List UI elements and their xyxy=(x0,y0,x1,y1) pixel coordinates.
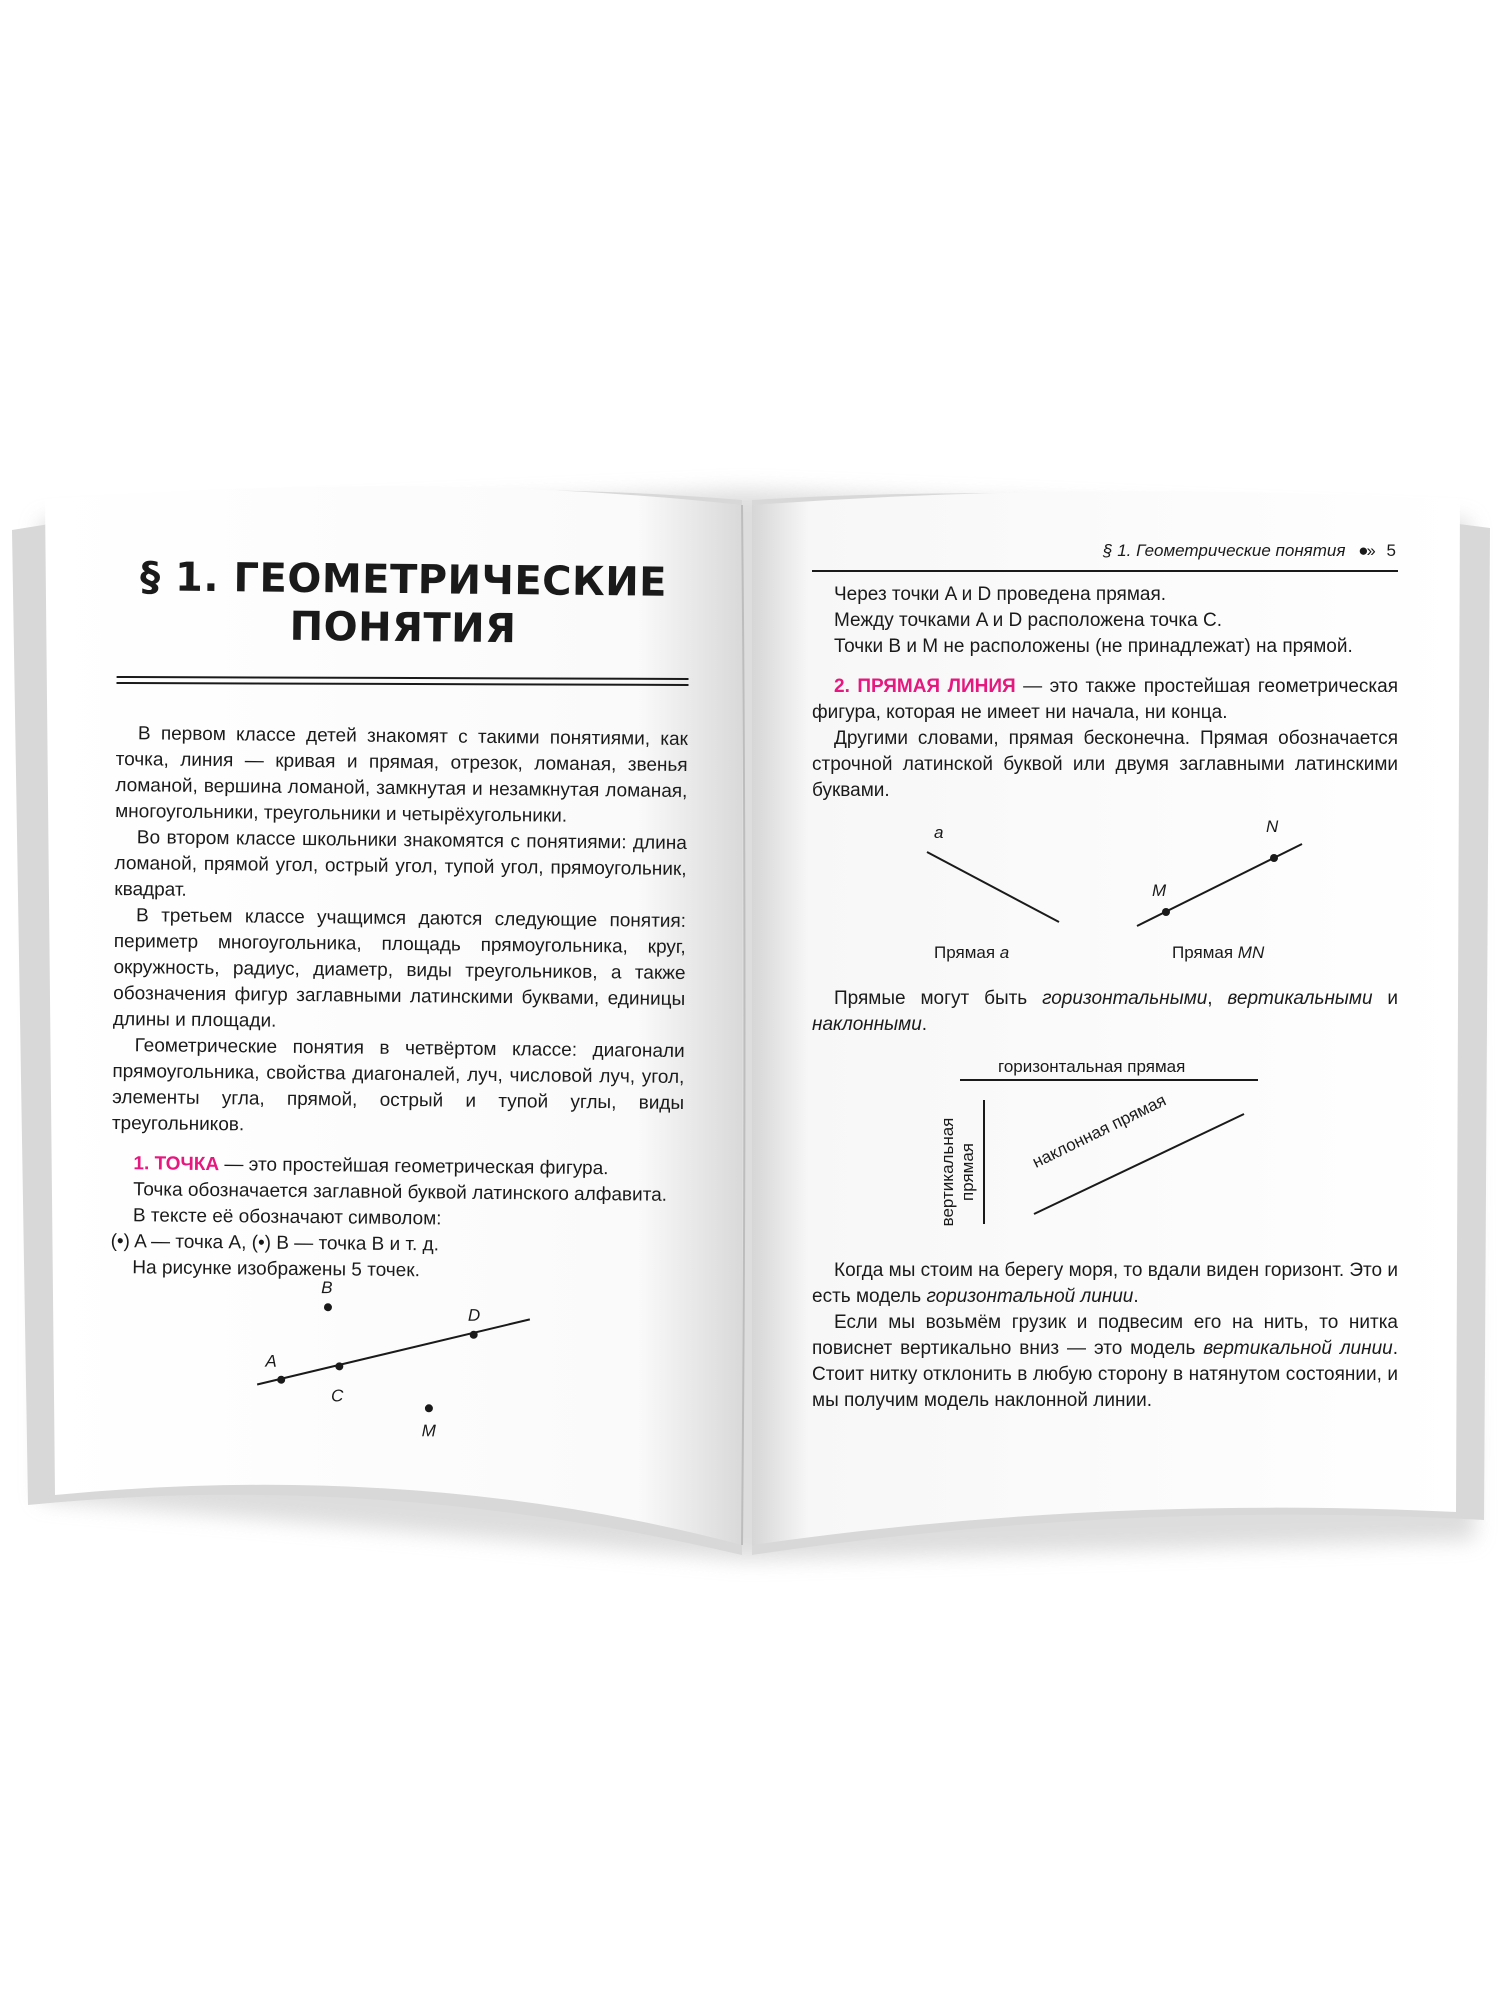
right-page-content xyxy=(812,538,1398,1518)
caption-line-mn-word: Прямая xyxy=(1172,943,1234,962)
line-types-c: и xyxy=(1372,988,1398,1009)
label-c: C xyxy=(330,1386,344,1406)
line-ad xyxy=(257,1317,530,1388)
sea-horizon-a: Когда мы стоим на берегу моря, то вдали виден горизонт. Это и есть модель xyxy=(812,1260,1398,1307)
label-m: M xyxy=(421,1421,436,1441)
line-through-ad: Через точки A и D проведена прямая. xyxy=(834,584,1167,605)
running-head-text: § 1. Геометрические понятия xyxy=(1103,541,1346,560)
lines-figure xyxy=(812,814,1398,964)
caption-line-a xyxy=(934,940,1009,966)
term-horizontal-line: горизонтальной линии xyxy=(926,1286,1134,1307)
label-a: A xyxy=(265,1351,277,1371)
five-points-caption: На рисунке изображены 5 точек. xyxy=(132,1257,421,1282)
point-c-between: Между точками A и D расположена точка C. xyxy=(834,610,1223,631)
section-line-heading: 2. ПРЯМАЯ ЛИНИЯ xyxy=(834,676,1016,697)
bullet-arrows-icon: ●›› xyxy=(1358,541,1374,560)
title-line-2: ПОНЯТИЯ xyxy=(289,603,517,653)
page-number: 5 xyxy=(1386,541,1396,560)
label-line-a: a xyxy=(934,823,944,842)
point-m xyxy=(425,1404,433,1412)
point-notation: Точка обозначается заглавной буквой латинского алфавита. xyxy=(133,1179,668,1206)
term-horizontal: горизонтальными xyxy=(1042,988,1208,1009)
weight-thread-b: . Стоит нитку отклонить в любую сторону в натянутом состоянии, и мы получим модель наклонной линии. xyxy=(812,1338,1398,1411)
header-rule xyxy=(812,570,1398,572)
inclined-line xyxy=(1034,1114,1244,1214)
section-point-heading: 1. ТОЧКА xyxy=(133,1153,220,1176)
section-line-text: — это также простейшая геометрическая фигура, которая не имеет ни начала, ни конца. xyxy=(812,676,1398,723)
label-n: N xyxy=(1266,817,1279,836)
label-horizontal: горизонтальная прямая xyxy=(998,1057,1186,1076)
line-types xyxy=(812,986,1398,1038)
point-a xyxy=(277,1376,285,1384)
line-types-figure xyxy=(812,1052,1398,1242)
point-m-on-line xyxy=(1162,908,1170,916)
line-types-a: Прямые могут быть xyxy=(834,988,1043,1009)
sea-horizon xyxy=(812,1258,1398,1310)
paragraph-first-grade: В первом классе детей знакомят с такими понятиями, как точка, линия — кривая и прямая, отрезок, ломаная, звенья ломаной, вершина ломаной, замкнутая и незамкнутая ломаная, многоугольники, треугольники и четырёхугольники. xyxy=(115,723,689,827)
weight-thread xyxy=(812,1310,1398,1414)
line-types-d: . xyxy=(921,1014,928,1035)
line-a xyxy=(927,852,1059,922)
paragraph-third-grade: В третьем классе учащимся даются следующие понятия: периметр многоугольника, площадь прямоугольника, круг, окружность, радиус, диаметр, виды треугольников, а также обозначения фигур заглавными латинскими буквами, единицы длины и площади. xyxy=(112,905,687,1032)
line-infinite: Другими словами, прямая бесконечна. Прямая обозначается строчной латинской буквой или двумя заглавными латинскими буквами. xyxy=(812,728,1398,801)
term-vertical: вертикальными xyxy=(1227,988,1373,1009)
section-line xyxy=(812,674,1398,726)
running-head xyxy=(812,538,1398,564)
line-types-b: , xyxy=(1207,988,1228,1009)
title-line-1: § 1. ГЕОМЕТРИЧЕСКИЕ xyxy=(139,554,668,606)
point-symbol-example: (•) A — точка A, (•) B — точка B и т. д. xyxy=(110,1230,440,1256)
label-vertical xyxy=(938,1092,978,1252)
point-b xyxy=(324,1303,332,1311)
label-vertical-1: вертикальная xyxy=(938,1117,957,1227)
weight-thread-a: Если мы возьмём грузик и подвесим его на нить, то нитка повиснет вертикально вниз — это модель xyxy=(812,1312,1398,1359)
label-d: D xyxy=(467,1305,481,1325)
points-not-on-line: Точки B и M не расположены (не принадлежат) на прямой. xyxy=(834,636,1353,657)
label-b: B xyxy=(321,1278,333,1298)
label-m-line: M xyxy=(1152,881,1167,900)
point-n-on-line xyxy=(1270,854,1278,862)
chapter-title xyxy=(117,553,690,655)
caption-line-mn xyxy=(1172,940,1264,966)
caption-line-a-word: Прямая xyxy=(934,943,996,962)
left-page-content xyxy=(108,537,690,1543)
point-symbol-intro: В тексте её обозначают символом: xyxy=(132,1205,442,1230)
term-inclined: наклонными xyxy=(812,1014,922,1035)
paragraph-fourth-grade: Геометрические понятия в четвёртом классе: диагонали прямоугольника, свойства диагоналей, луч, числовой луч, угол, элементы угла, прямой, острый и тупой углы, виды треугольников. xyxy=(111,1035,685,1136)
caption-line-a-sym: a xyxy=(999,943,1010,962)
term-vertical-line: вертикальной линии xyxy=(1203,1338,1393,1359)
sea-horizon-b: . xyxy=(1133,1286,1139,1307)
paragraph-second-grade: Во втором классе школьники знакомятся с понятиями: длина ломаной, прямой угол, острый угол, тупой угол, прямоугольник, квадрат. xyxy=(114,827,687,901)
five-points-figure xyxy=(109,1278,683,1451)
label-inclined: наклонная прямая xyxy=(1029,1090,1170,1172)
label-vertical-2: прямая xyxy=(958,1142,977,1202)
section-point-text: — это простейшая геометрическая фигура. xyxy=(219,1154,609,1180)
caption-line-mn-sym: MN xyxy=(1237,943,1265,962)
